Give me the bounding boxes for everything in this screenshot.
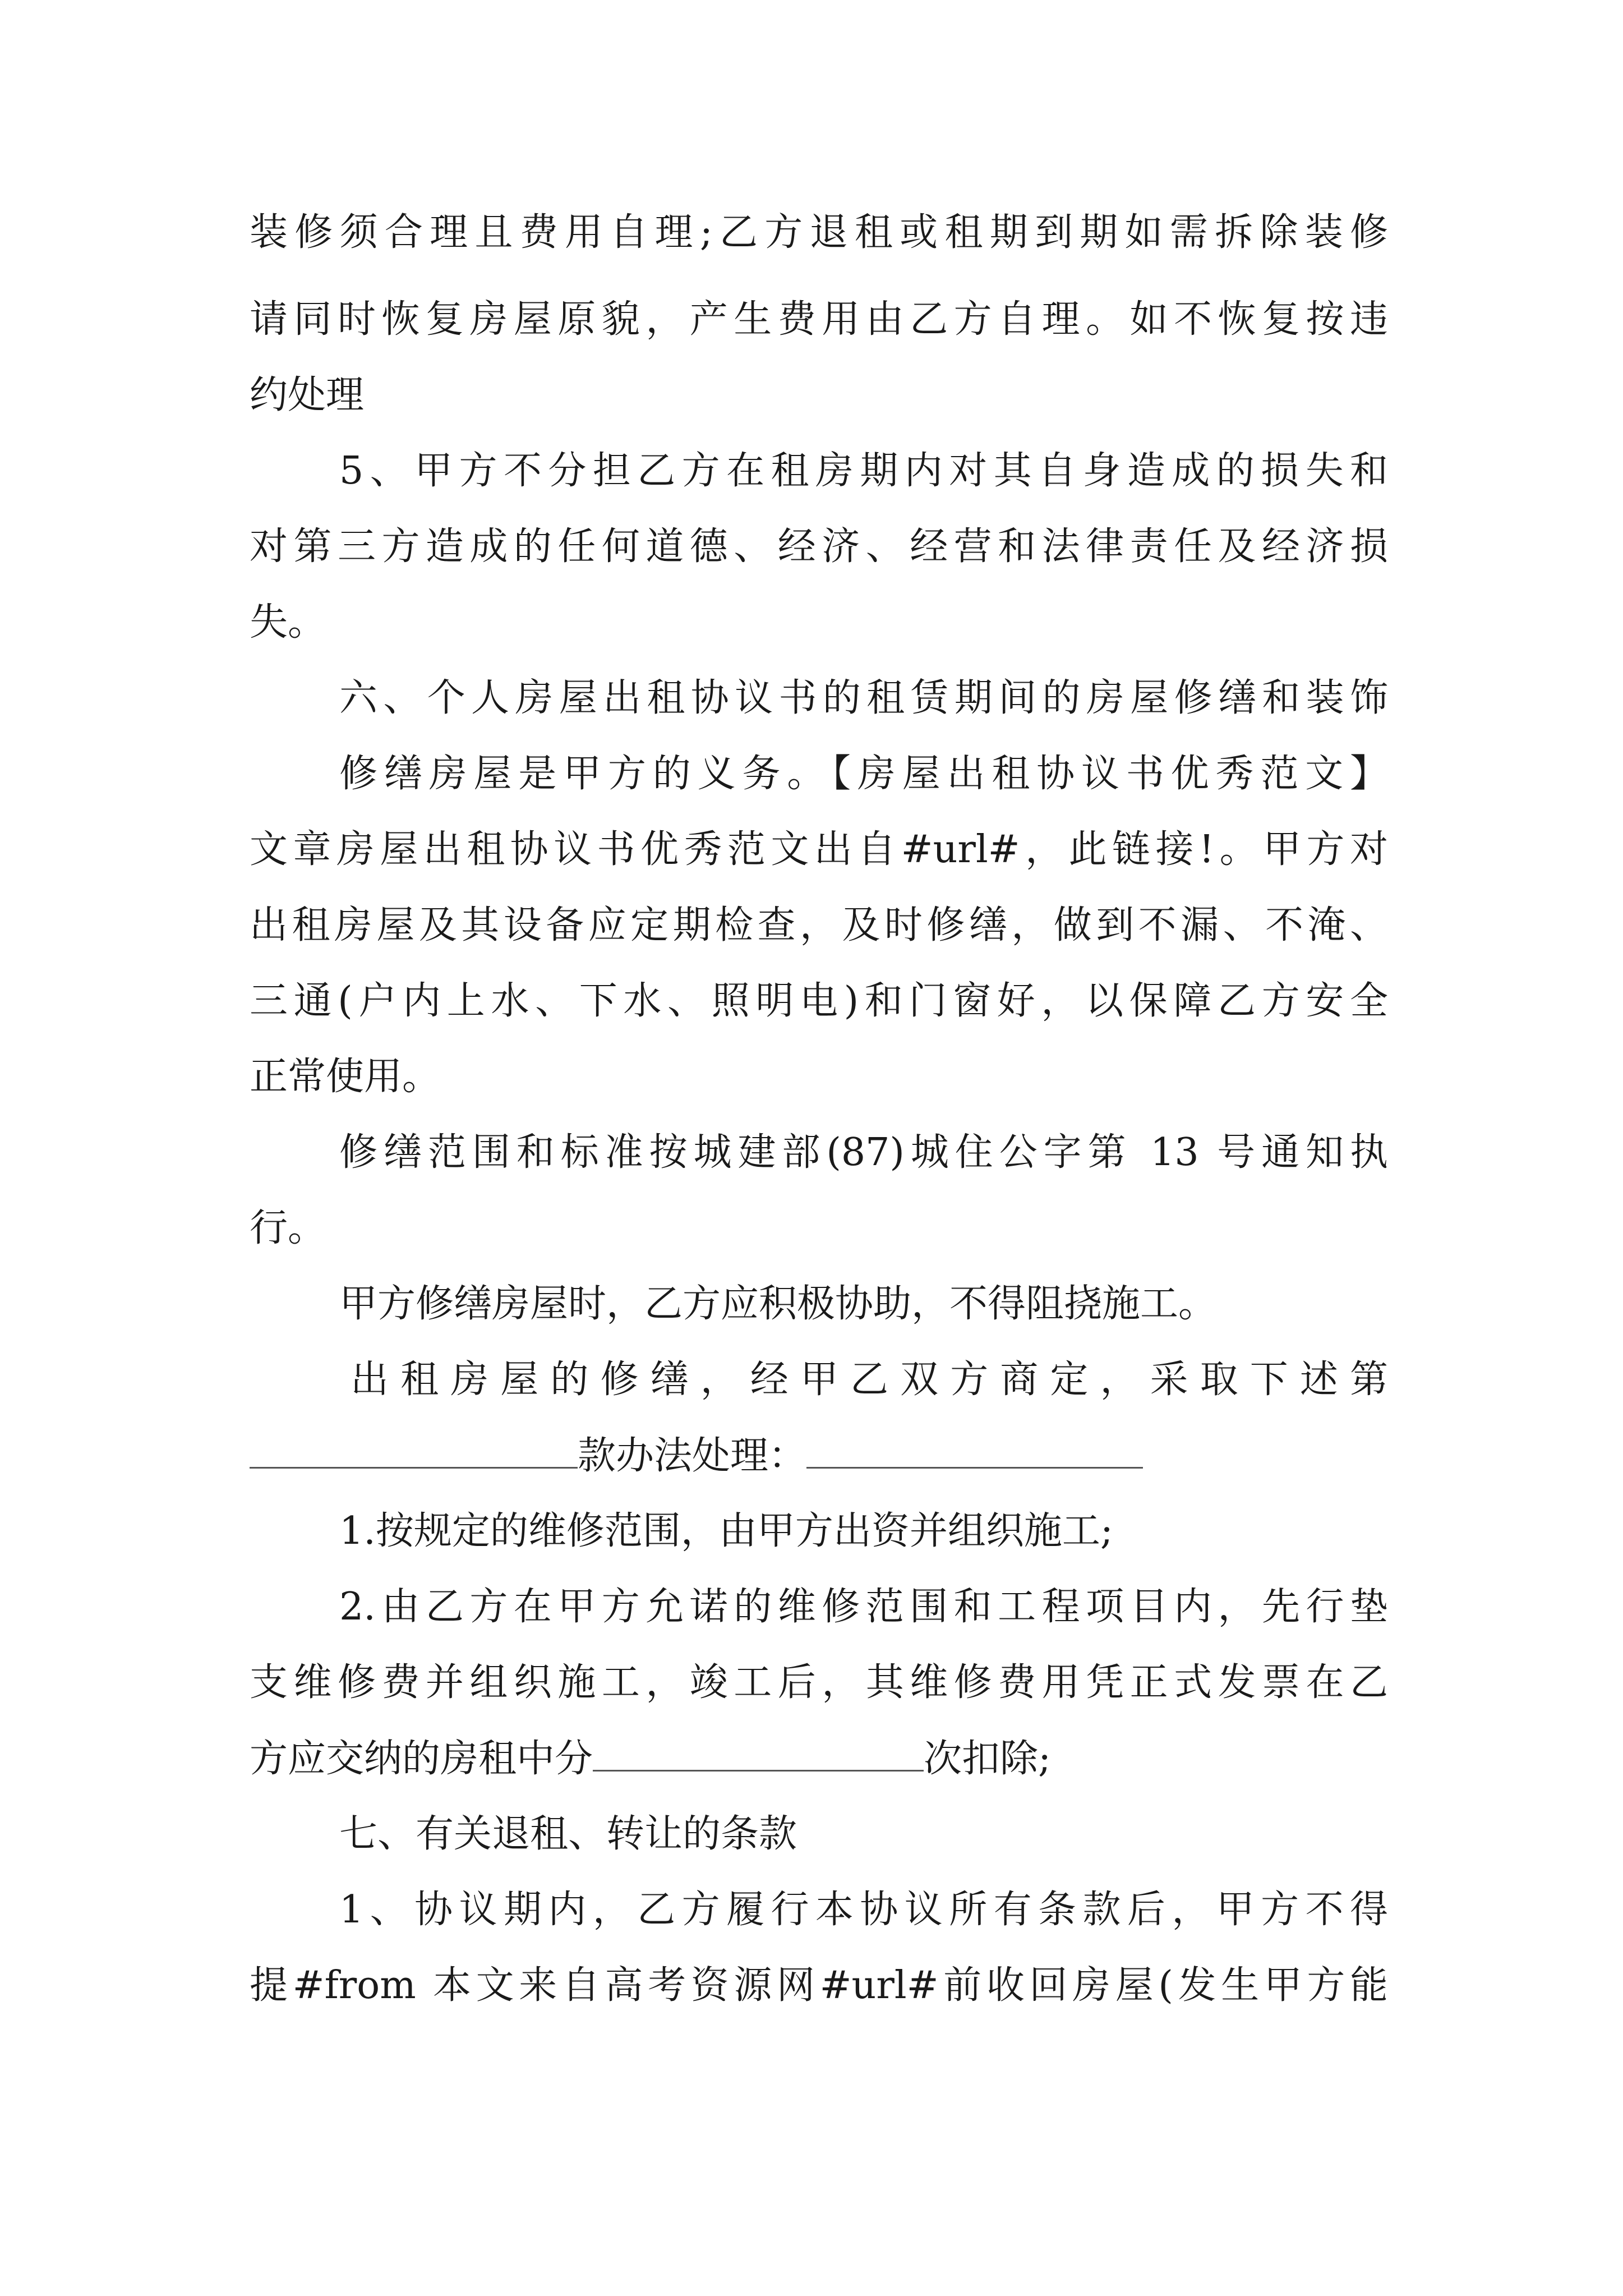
paragraph-line: 5、甲方不分担乙方在租房期内对其自身造成的损失和 — [339, 449, 1388, 493]
paragraph-line: 文章房屋出租协议书优秀范文出自#url#，此链接!。甲方对 — [250, 827, 1388, 872]
list-item: 2.由乙方在甲方允诺的维修范围和工程项目内，先行垫 — [339, 1585, 1388, 1629]
paragraph-line: 装修须合理且费用自理;乙方退租或租期到期如需拆除装修 — [250, 210, 1388, 255]
paragraph-line: 正常使用。 — [250, 1055, 441, 1099]
paragraph-line: 修缮房屋是甲方的义务。【房屋出租协议书优秀范文】 — [339, 752, 1388, 796]
paragraph-line: 支维修费并组织施工，竣工后，其维修费用凭正式发票在乙 — [250, 1660, 1388, 1705]
paragraph-line: 出租房屋及其设备应定期检查，及时修缮，做到不漏、不淹、 — [250, 903, 1388, 947]
list-item: 1.按规定的维修范围，由甲方出资并组织施工; — [339, 1509, 1113, 1553]
fill-in-blank — [806, 1428, 1143, 1469]
paragraph-line: 行。 — [250, 1206, 326, 1250]
section-heading: 六、个人房屋出租协议书的租赁期间的房屋修缮和装饰 — [339, 676, 1388, 720]
fill-in-blank — [250, 1428, 578, 1469]
blank-inline-text: 次扣除; — [924, 1737, 1051, 1781]
fill-in-blank — [593, 1731, 924, 1772]
paragraph-line: 对第三方造成的任何道德、经济、经营和法律责任及经济损 — [250, 524, 1388, 569]
paragraph-line-with-blanks — [250, 1731, 1388, 1787]
paragraph-line: 修缮范围和标准按城建部(87)城住公字第 13 号通知执 — [339, 1130, 1388, 1175]
paragraph-line: 失。 — [250, 600, 326, 645]
paragraph-line: 约处理 — [250, 373, 365, 417]
paragraph-line: 请同时恢复房屋原貌，产生费用由乙方自理。如不恢复按违 — [250, 297, 1388, 342]
paragraph-line: 提#from 本文来自高考资源网#url#前收回房屋(发生甲方能 — [250, 1963, 1388, 2008]
blank-inline-text: 款办法处理： — [578, 1434, 807, 1478]
section-heading: 七、有关退租、转让的条款 — [339, 1812, 797, 1856]
paragraph-line: 1、协议期内，乙方履行本协议所有条款后，甲方不得 — [339, 1888, 1388, 1932]
blank-inline-text: 方应交纳的房租中分 — [250, 1737, 593, 1781]
paragraph-line: 甲方修缮房屋时，乙方应积极协助，不得阻挠施工。 — [339, 1282, 1217, 1326]
paragraph-line: 出租房屋的修缮，经甲乙双方商定，采取下述第 — [351, 1358, 1388, 1402]
paragraph-line: 三通(户内上水、下水、照明电)和门窗好，以保障乙方安全 — [250, 979, 1388, 1023]
paragraph-line-with-blanks — [250, 1428, 1388, 1484]
